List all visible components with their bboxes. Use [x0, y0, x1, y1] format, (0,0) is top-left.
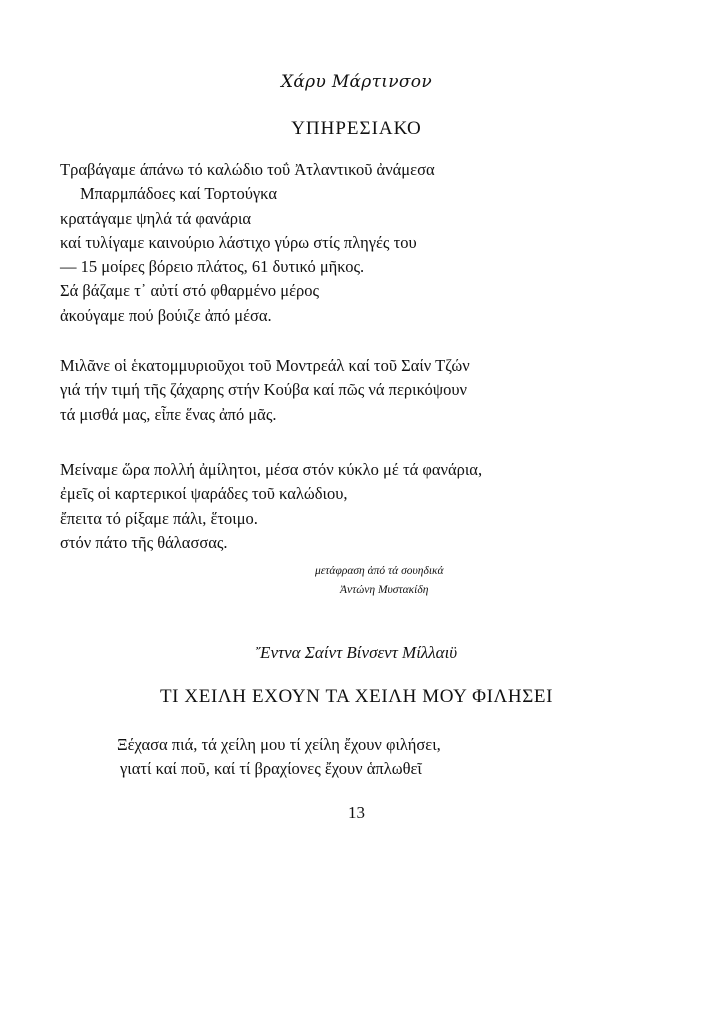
poem-line: καί τυλίγαμε καινούριο λάστιχο γύρω στίς πληγές του	[60, 232, 417, 252]
poem-line: Σά βάζαμε τ᾽ αὐτί στό φθαρμένο μέρος	[60, 281, 320, 301]
translator-name: Ἀντώνη Μυστακίδη	[340, 584, 429, 596]
poem-line: ἐμεῖς οἱ καρτερικοί ψαράδες τοῦ καλώδιου,	[60, 484, 348, 504]
poem-line: Μπαρμπάδοες καί Τορτούγκα	[80, 184, 277, 204]
poem-line: ἀκούγαμε πού βούιζε ἀπό μέσα.	[60, 305, 272, 325]
poem-line: ἔπειτα τό ρίξαμε πάλι, ἕτοιμο.	[60, 508, 258, 528]
poem-line: Μείναμε ὥρα πολλή ἀμίλητοι, μέσα στόν κύκλο μέ τά φανάρια,	[60, 460, 483, 479]
poem-line: Τραβάγαμε άπάνω τό καλώδιο τοΰ Ἀτλαντικοῦ ἀνάμεσα	[60, 160, 435, 179]
translation-credit: μετάφραση ἀπό τά σουηδικά	[315, 565, 444, 577]
poem-line: τά μισθά μας, εἶπε ἕνας ἀπό μᾶς.	[60, 404, 277, 424]
poem1-stanza-1	[60, 158, 680, 328]
poem1-stanza-2	[60, 354, 680, 427]
poem-line: Ξέχασα πιά, τά χείλη μου τί χείλη ἔχουν φιλήσει,	[117, 735, 441, 754]
poem2-stanza-1	[117, 733, 637, 782]
poem1-author: Χάρυ Μάρτινσον	[281, 72, 432, 92]
poem-line: Μιλᾶνε οἱ ἑκατομμυριοῦχοι τοῦ Μοντρεάλ καί τοῦ Σαίν Τζών	[60, 356, 470, 375]
poem1-stanza-3	[60, 458, 680, 555]
poem-line: κρατάγαμε ψηλά τά φανάρια	[60, 208, 252, 228]
poem-line: στόν πάτο τῆς θάλασσας.	[60, 532, 228, 552]
page-number: 13	[348, 803, 365, 822]
poem-line: γιά τήν τιμή τῆς ζάχαρης στήν Κούβα καί πῶς νά περικόψουν	[60, 380, 467, 400]
poem-line: — 15 μοίρες βόρειο πλάτος, 61 δυτικό μῆκος.	[60, 257, 365, 277]
poem-line: γιατί καί ποῦ, καί τί βραχίονες ἔχουν ἁπλωθεῖ	[120, 759, 422, 779]
poem1-title: ΥΠΗΡΕΣΙΑΚΟ	[291, 118, 422, 139]
poem2-title: ΤΙ ΧΕΙΛΗ ΕΧΟΥΝ ΤΑ ΧΕΙΛΗ ΜΟΥ ΦΙΛΗΣΕΙ	[159, 686, 554, 707]
poem2-author: Ἔντνα Σαίντ Βίνσεντ Μίλλαιϋ	[255, 643, 458, 662]
